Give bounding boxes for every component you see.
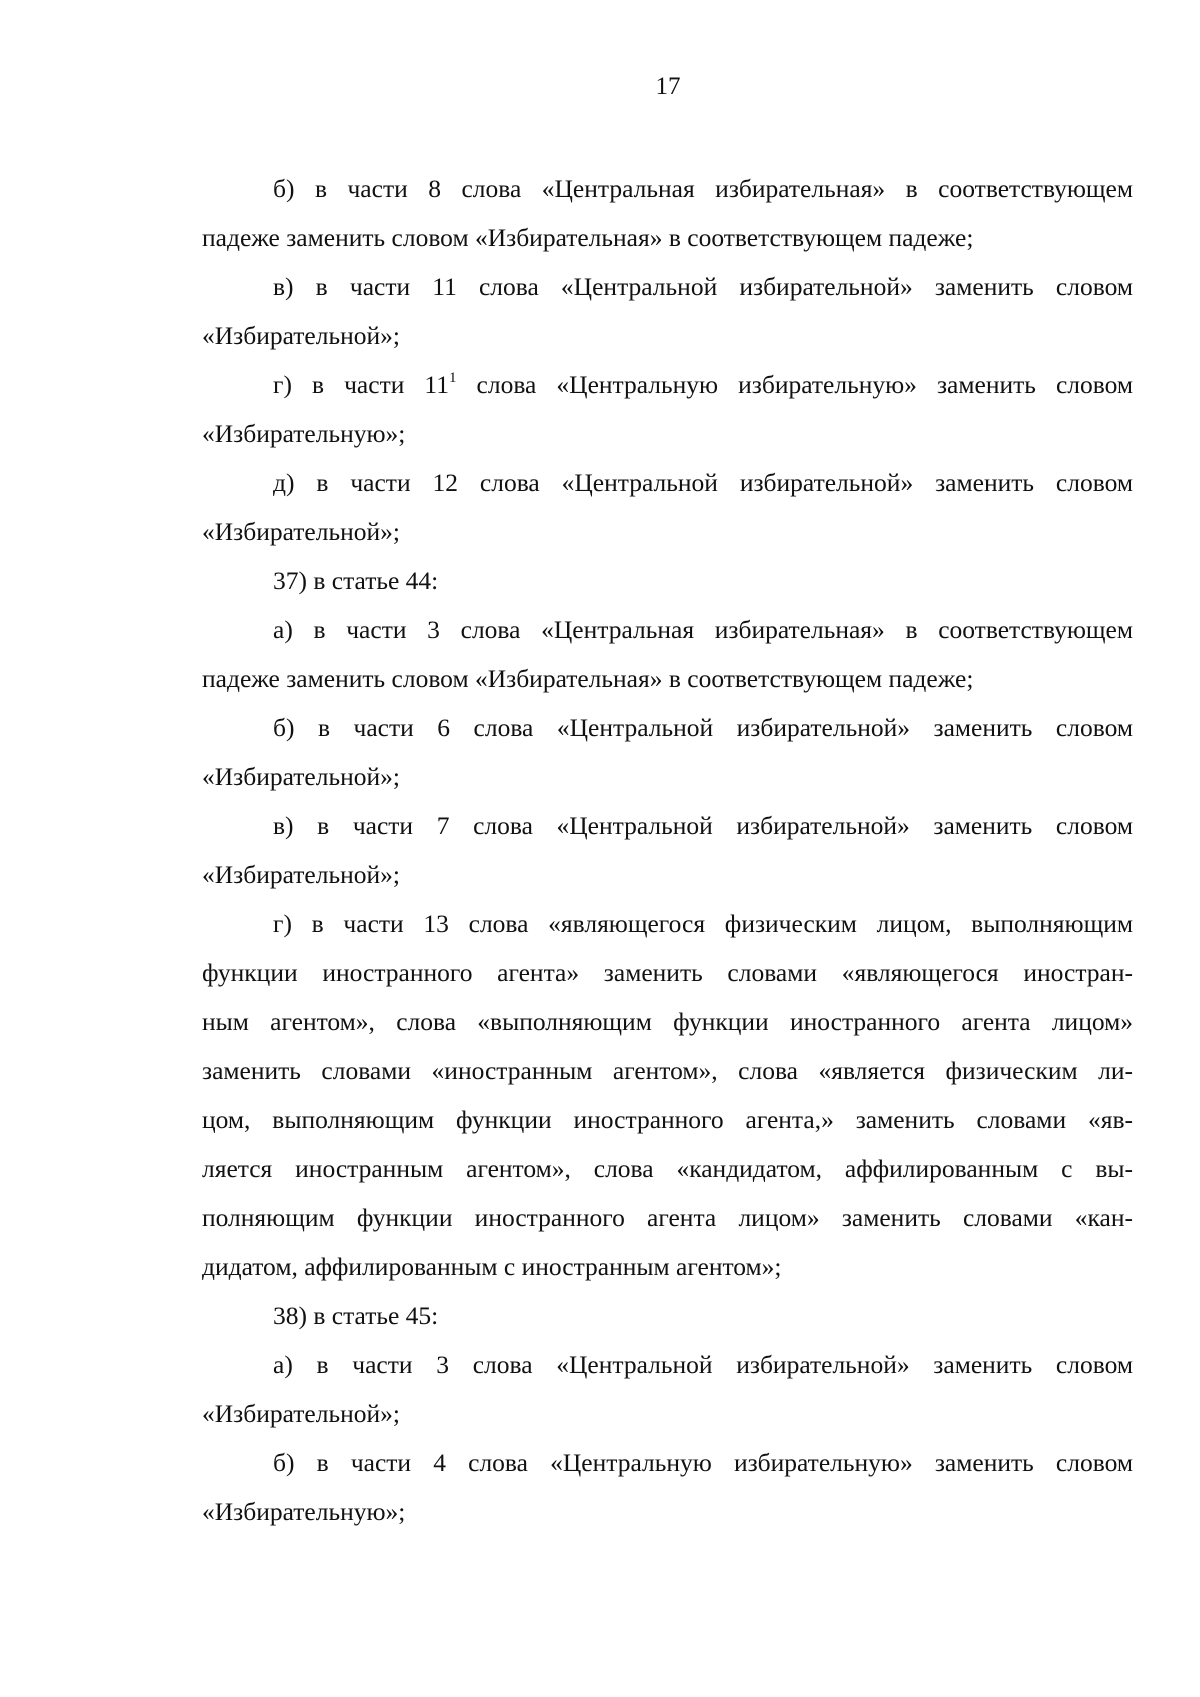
paragraph-line: «Избирательной»; <box>202 321 400 350</box>
document-body <box>202 164 1133 1536</box>
paragraph-b-part-8 <box>202 164 1133 262</box>
paragraph-line: б) в части 4 слова «Центральную избирательную» заменить словом <box>273 1448 1133 1477</box>
paragraph-line: б) в части 8 слова «Центральная избирательная» в соответствующем <box>273 174 1133 203</box>
paragraph-v-part-7 <box>202 801 1133 899</box>
paragraph-line: ным агентом», слова «выполняющим функции иностранного агента лицом» <box>202 1007 1133 1036</box>
paragraph-line: д) в части 12 слова «Центральной избирательной» заменить словом <box>273 468 1133 497</box>
paragraph-line: в) в части 11 слова «Центральной избирательной» заменить словом <box>273 272 1133 301</box>
paragraph-line: 37) в статье 44: <box>273 566 439 595</box>
paragraph-item-38 <box>202 1291 1133 1340</box>
paragraph-g-part-11-1 <box>202 360 1133 458</box>
paragraph-v-part-11 <box>202 262 1133 360</box>
paragraph-line: дидатом, аффилированным с иностранным агентом»; <box>202 1252 782 1281</box>
paragraph-line: ляется иностранным агентом», слова «кандидатом, аффилированным с вы- <box>202 1154 1133 1183</box>
paragraph-a-part-3 <box>202 605 1133 703</box>
paragraph-line: 38) в статье 45: <box>273 1301 439 1330</box>
paragraph-line: падеже заменить словом «Избирательная» в соответствующем падеже; <box>202 664 974 693</box>
superscript-index: 1 <box>448 370 457 386</box>
paragraph-b-part-6 <box>202 703 1133 801</box>
paragraph-line: цом, выполняющим функции иностранного агента,» заменить словами «яв- <box>202 1105 1133 1134</box>
paragraph-line: а) в части 3 слова «Центральная избирательная» в соответствующем <box>273 615 1133 644</box>
paragraph-a-part-3-article-45 <box>202 1340 1133 1438</box>
paragraph-line: «Избирательную»; <box>202 1497 406 1526</box>
paragraph-line: функции иностранного агента» заменить словами «являющегося иностран- <box>202 958 1133 987</box>
paragraph-line: а) в части 3 слова «Центральной избирательной» заменить словом <box>273 1350 1133 1379</box>
paragraph-line: в) в части 7 слова «Центральной избирательной» заменить словом <box>273 811 1133 840</box>
paragraph-line: «Избирательной»; <box>202 762 400 791</box>
paragraph-line: падеже заменить словом «Избирательная» в соответствующем падеже; <box>202 223 974 252</box>
paragraph-prefix: г) в части 11 <box>273 370 449 399</box>
paragraph-b-part-4 <box>202 1438 1133 1536</box>
paragraph-g-part-13 <box>202 899 1133 1291</box>
paragraph-line: «Избирательной»; <box>202 517 400 546</box>
paragraph-line: заменить словами «иностранным агентом», слова «является физическим ли- <box>202 1056 1133 1085</box>
paragraph-item-37 <box>202 556 1133 605</box>
paragraph-line: полняющим функции иностранного агента лицом» заменить словами «кан- <box>202 1203 1133 1232</box>
page-number: 17 <box>655 73 681 100</box>
paragraph-line: г) в части 13 слова «являющегося физическим лицом, выполняющим <box>273 909 1133 938</box>
paragraph-d-part-12 <box>202 458 1133 556</box>
paragraph-line: «Избирательную»; <box>202 419 406 448</box>
paragraph-line: «Избирательной»; <box>202 860 400 889</box>
paragraph-line: б) в части 6 слова «Центральной избирательной» заменить словом <box>273 713 1133 742</box>
paragraph-line <box>202 360 1133 409</box>
paragraph-suffix: слова «Центральную избирательную» заменить словом <box>456 370 1134 399</box>
paragraph-line: «Избирательной»; <box>202 1399 400 1428</box>
